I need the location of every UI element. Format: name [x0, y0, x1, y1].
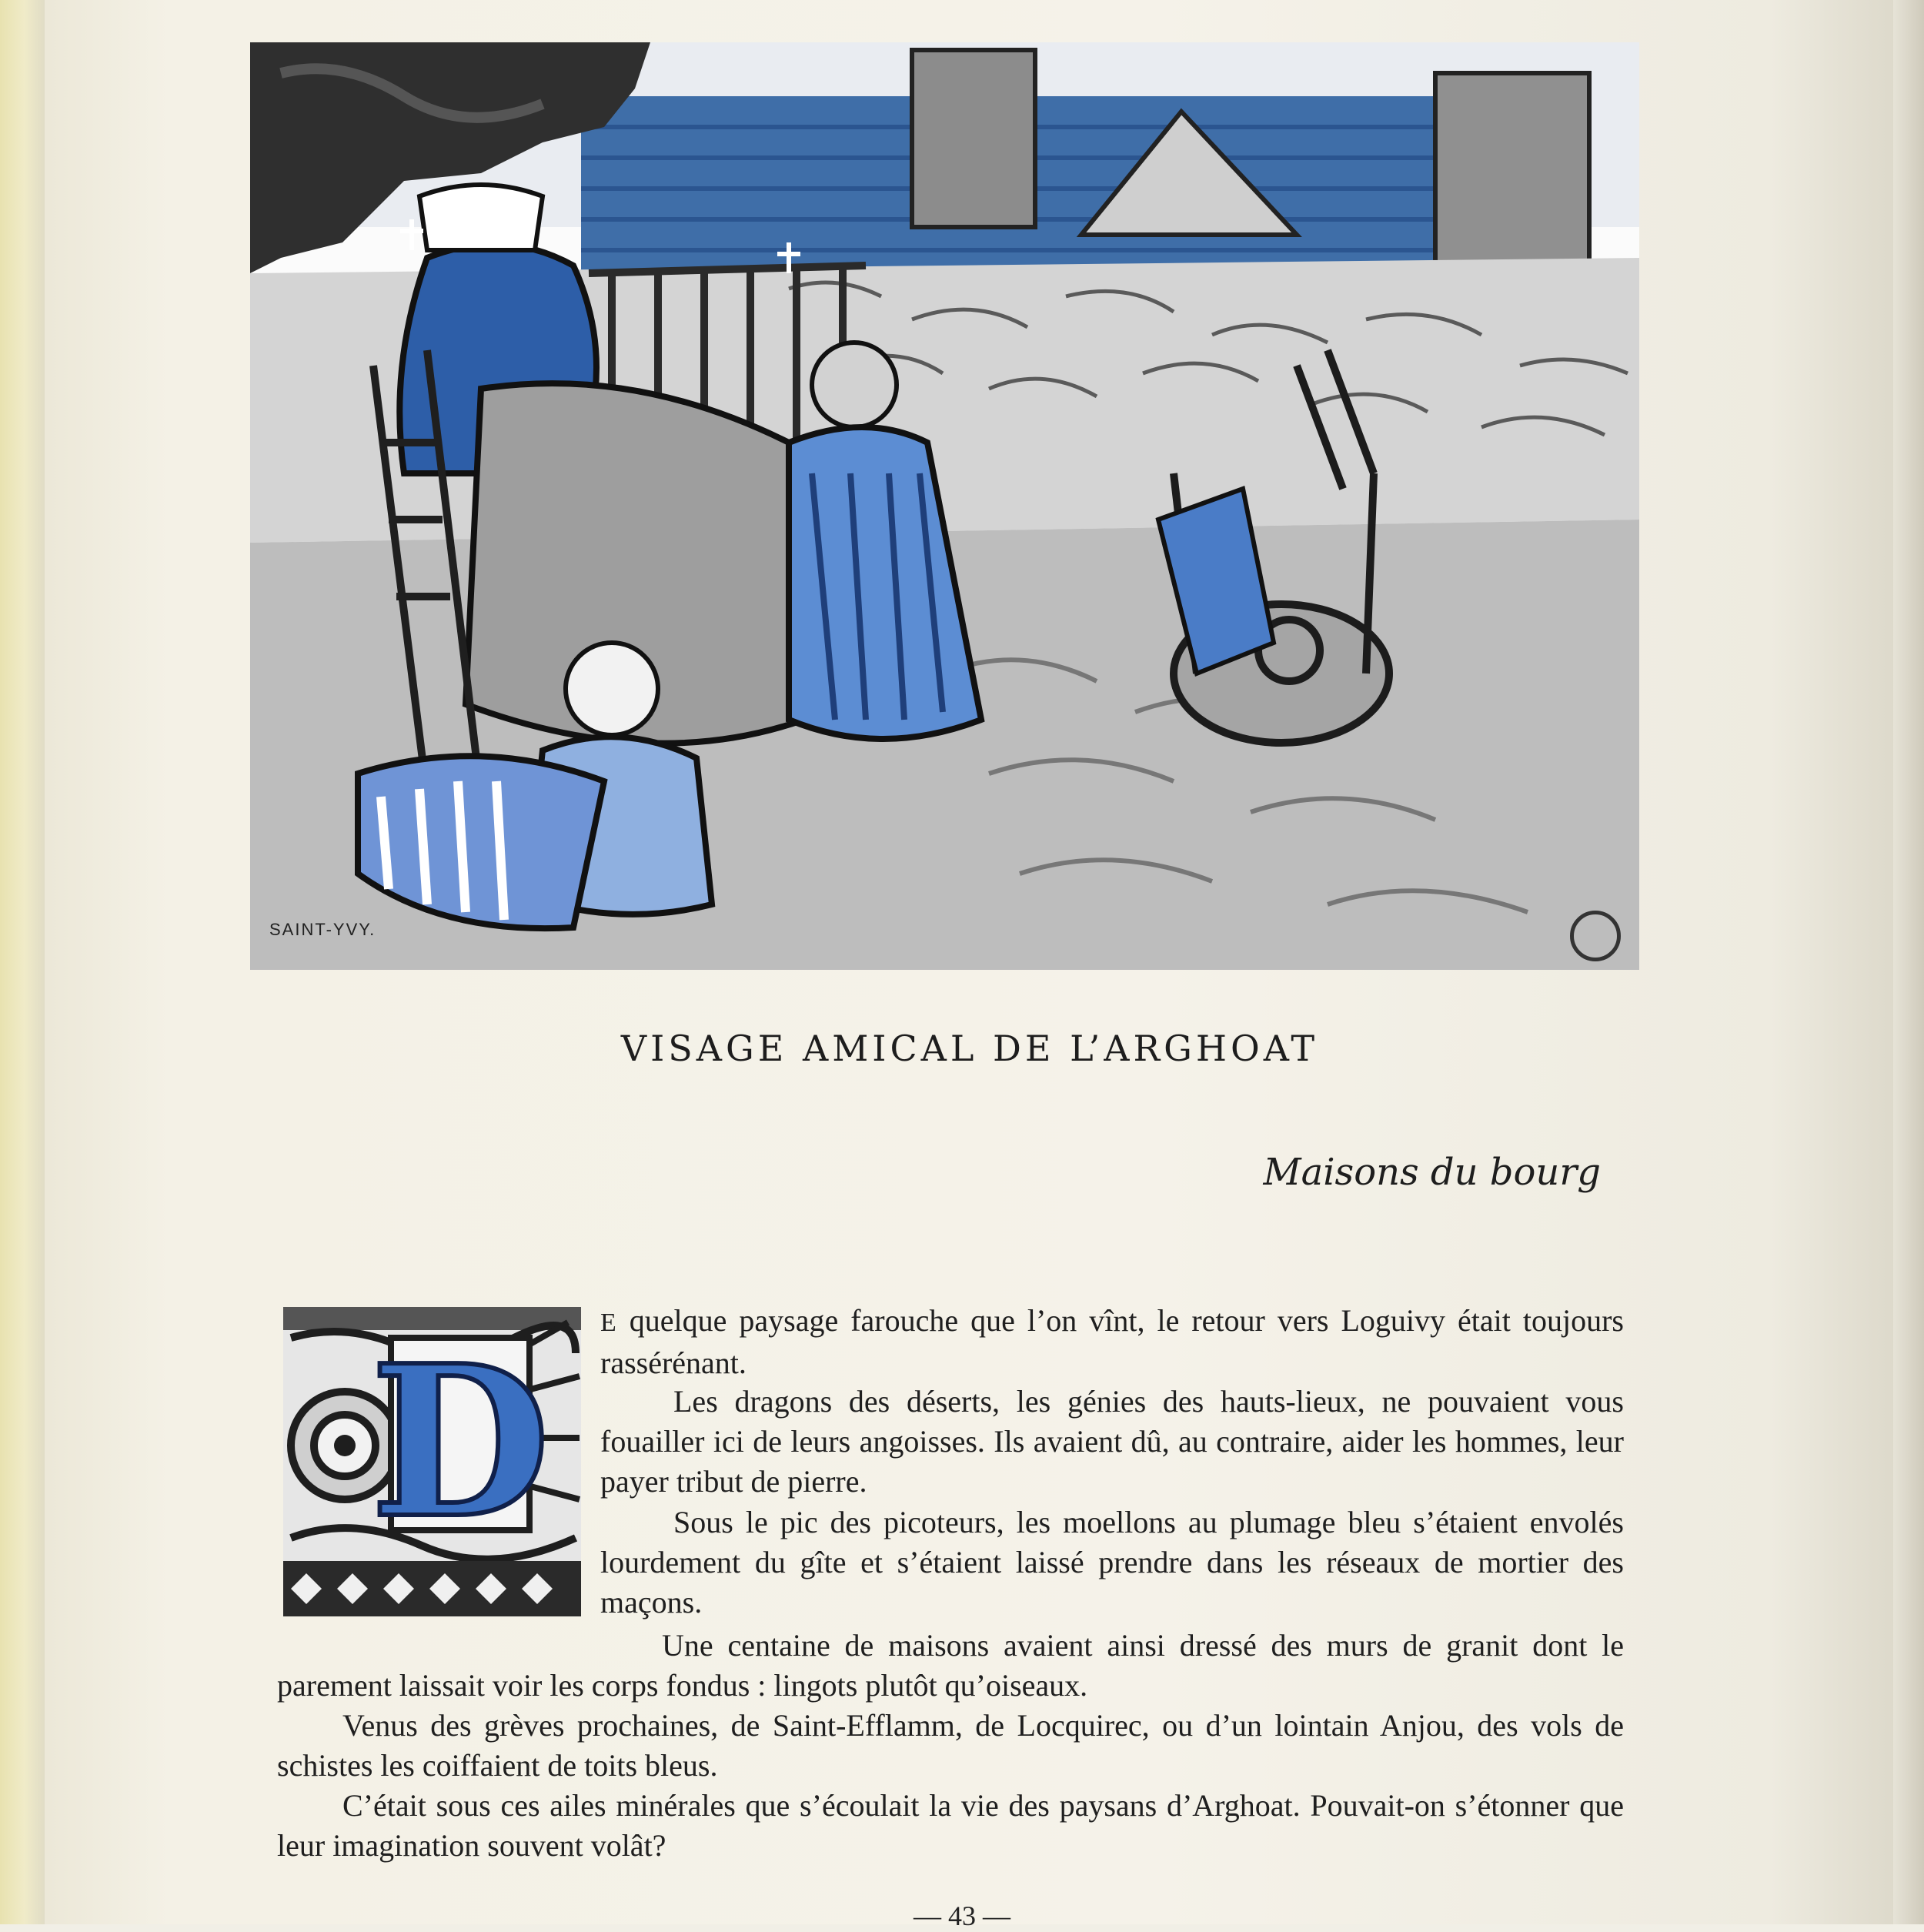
paragraph-5: Venus des grèves prochaines, de Saint-Efflamm, de Locquirec, ou d’un lointain Anjou, des vols de schistes les coiffaient de toits bleus.	[277, 1708, 1624, 1783]
paragraph-4: Une centaine de maisons avaient ainsi dressé des murs de granit dont le parement laissait voir les corps fondus : lingots plutôt qu’oiseaux.	[277, 1628, 1624, 1703]
illustration	[250, 42, 1639, 970]
paragraph-1-text: quelque paysage farouche que l’on vînt, le retour vers Loguivy était toujours rassérénant.	[600, 1303, 1624, 1380]
artist-signature: SAINT-YVY.	[269, 920, 376, 939]
paragraph-1	[600, 1301, 1624, 1383]
paragraph-6: C’était sous ces ailes minérales que s’écoulait la vie des paysans d’Arghoat. Pouvait-on s’étonner que leur imagination souvent volât?	[277, 1788, 1624, 1863]
decorative-drop-cap	[283, 1307, 581, 1616]
paragraph-2: Les dragons des déserts, les génies des hauts-lieux, ne pouvaient vous fouailler ici de leurs angoisses. Ils avaient dû, au contraire, aider les hommes, leur payer tribut de pierre.	[600, 1384, 1624, 1499]
page-edge-right	[1893, 0, 1924, 1924]
artist-monogram	[1570, 911, 1621, 961]
drop-cap-letter: D	[369, 1319, 551, 1564]
illustration-drawing	[250, 42, 1639, 970]
paragraph-1-initial: E	[600, 1309, 617, 1337]
page-number: — 43 —	[914, 1900, 1010, 1931]
facing-page-edge	[0, 0, 45, 1924]
chapter-title: VISAGE AMICAL DE L’ARGHOAT	[620, 1028, 1319, 1069]
drop-cap-ornament	[283, 1307, 581, 1616]
section-subtitle: Maisons du bourg	[1263, 1151, 1601, 1194]
paragraph-3: Sous le pic des picoteurs, les moellons au plumage bleu s’étaient envolés lourdement du gîte et s’étaient laissé prendre dans les réseaux de mortier des maçons.	[600, 1505, 1624, 1619]
